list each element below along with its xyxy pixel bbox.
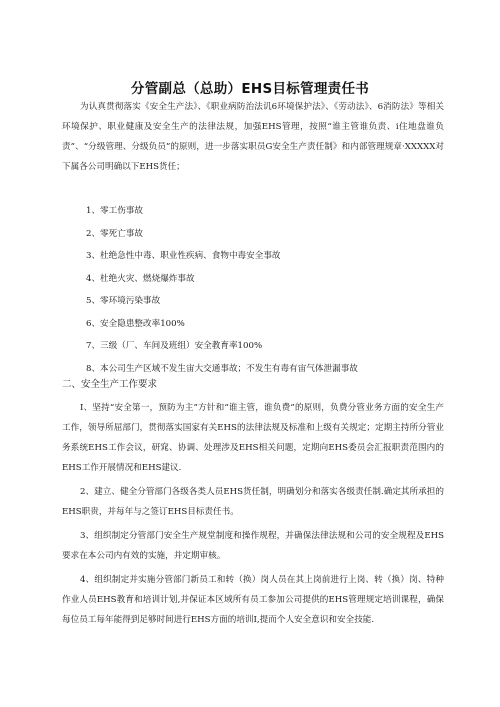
- list-item: 1、零工伤事故: [86, 206, 144, 216]
- section-heading: 二、安全生产工作要求: [62, 379, 158, 390]
- intro-paragraph: 为认真贯彻落实《安全生产法》、《职业病防治法讥6环境保护法》、《劳动法》、6消防法》等相关环境保护、职业健康及安全生产的法律法规，加强EHS管理，按照“谁主管谁负责、i住地盘谁负责”、“分级管理、分级负员”的原则，进一步落实职员G安全生产责任制》和内部管理规章·XXXXX对下属各公司明确以下EHS货任；: [62, 102, 444, 172]
- list-item: 3、杜绝急性中毒、职业性疾病、食物中毒安全事故: [86, 251, 281, 261]
- list-item: 8、本公司生产区域不发生宙大交通事故；不发生有毒有宙气体泄漏事故: [86, 363, 358, 374]
- target-list: [86, 200, 460, 380]
- list-item: 6、安全隐患整改率100%: [86, 318, 185, 329]
- requirement-paragraph: 4、组织制定并实施分管部门新员工和转（换）岗人员在其上岗前进行上岗、转（换）岗、特种作业人员EHS教育和培训计划,并保证本区域所有员工参加公司提供的EHS管理规定培训课程，确保每位员工每年能得到足够时间进行EHS方面的培训I,提而个人安全意识和安全技能.: [62, 575, 444, 625]
- list-item: 5、零环境污染事故: [86, 296, 161, 306]
- document-title: 分管副总（总助）EHS目标管理责任书: [130, 81, 370, 98]
- requirement-paragraph: 2、建立、健全分管部门各级各类人员EHS货任制，明确划分和落实各级责任制.确定其所承担的EHS职贵，并每年与之签订EHS目标责任书。: [62, 487, 444, 517]
- list-item: 7、三级（厂、车间及班组）安全教育率100%: [86, 341, 263, 351]
- requirement-paragraph: I、坚持“安全第一，预防为主”方针和“谁主管，谁负费”的原则，负费分管业务方面的安全生产工作，领导所屈部门，贯彻落实国家有关EHS的法律法规及标准和上级有关规定；定期主持所分管业务系统EHS工作会议，研窕、协调、处理涉及EHS相关问题，定期向EHS委员会汇报职责范围内的EHS工作开展情况和EHS建议.: [62, 403, 444, 473]
- list-item: 4、杜绝火灾、燃烧爆炸事故: [86, 273, 195, 284]
- list-item: 2、零死亡事故: [86, 228, 144, 239]
- requirement-paragraph: 3、组织制定分管部门安全生产规堂制度和操作规程，并确保法律法规和公司的安全规程及EHS要求在本公司内有效的实施，并定期审核。: [62, 531, 444, 561]
- section-body: [62, 398, 444, 634]
